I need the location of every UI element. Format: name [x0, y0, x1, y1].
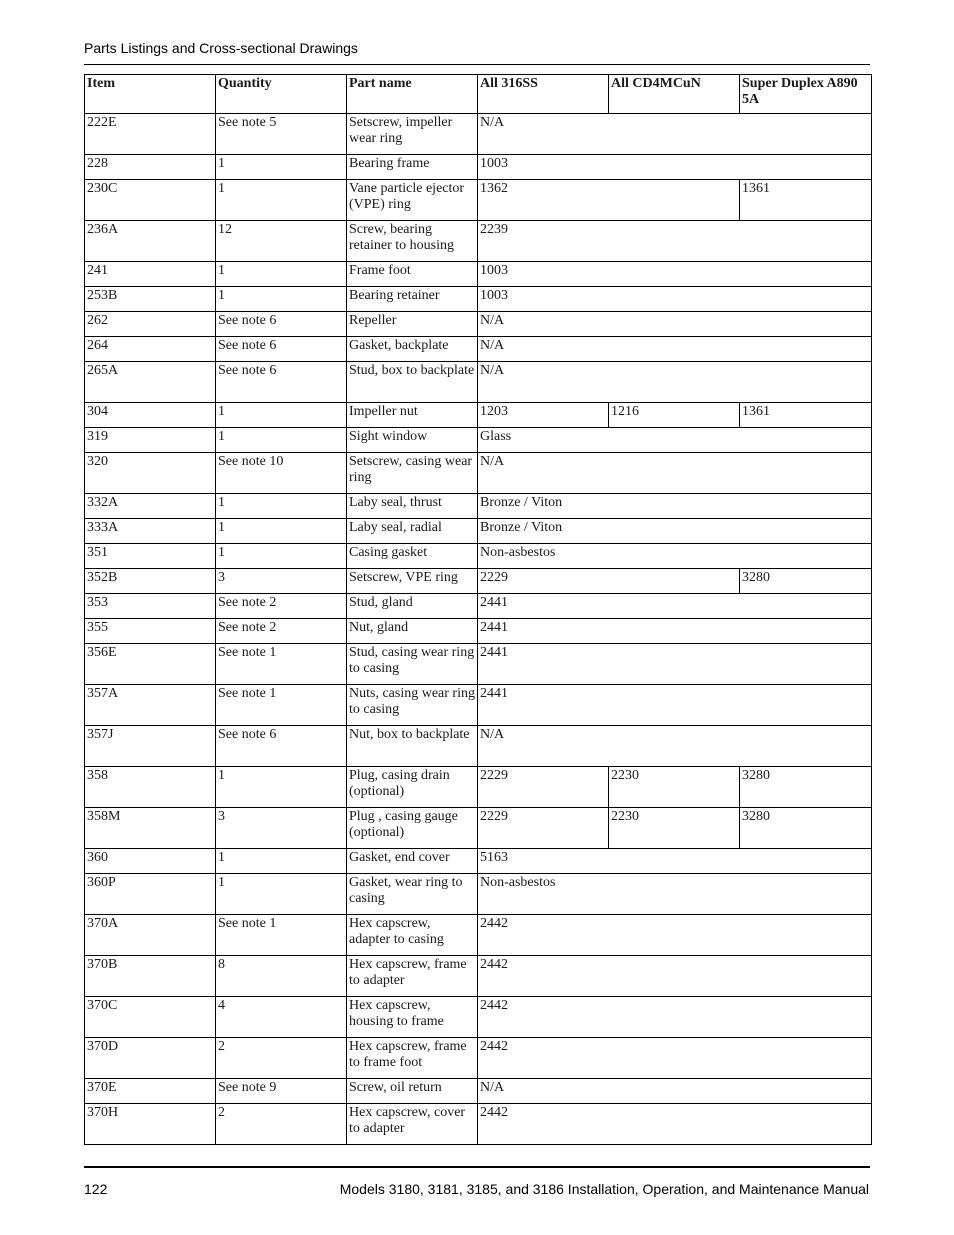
cell-item: 304 [85, 403, 216, 428]
cell-material: 2441 [478, 619, 872, 644]
cell-quantity: 1 [216, 428, 347, 453]
parts-table [84, 74, 872, 1145]
cell-material: 3280 [740, 569, 872, 594]
footer-divider [84, 1166, 870, 1168]
cell-quantity: See note 6 [216, 726, 347, 767]
table-row [85, 312, 872, 337]
cell-item: 320 [85, 453, 216, 494]
cell-quantity: See note 10 [216, 453, 347, 494]
cell-material: 5163 [478, 849, 872, 874]
table-row [85, 569, 872, 594]
cell-quantity: See note 1 [216, 915, 347, 956]
table-row [85, 287, 872, 312]
cell-item: 241 [85, 262, 216, 287]
cell-material: N/A [478, 312, 872, 337]
cell-material: Non-asbestos [478, 544, 872, 569]
cell-part-name: Stud, casing wear ring to casing [347, 644, 478, 685]
cell-quantity: 1 [216, 155, 347, 180]
cell-part-name: Setscrew, VPE ring [347, 569, 478, 594]
cell-part-name: Frame foot [347, 262, 478, 287]
cell-part-name: Gasket, backplate [347, 337, 478, 362]
cell-quantity: 8 [216, 956, 347, 997]
cell-part-name: Nut, box to backplate [347, 726, 478, 767]
table-row [85, 997, 872, 1038]
cell-item: 360P [85, 874, 216, 915]
cell-part-name: Nut, gland [347, 619, 478, 644]
table-row [85, 1079, 872, 1104]
cell-material: 1361 [740, 403, 872, 428]
cell-material: N/A [478, 1079, 872, 1104]
header-divider [84, 64, 870, 65]
section-title: Parts Listings and Cross-sectional Drawings [84, 40, 358, 56]
cell-part-name: Impeller nut [347, 403, 478, 428]
cell-item: 253B [85, 287, 216, 312]
manual-title: Models 3180, 3181, 3185, and 3186 Installation, Operation, and Maintenance Manual [339, 1181, 869, 1197]
cell-part-name: Plug, casing drain (optional) [347, 767, 478, 808]
cell-part-name: Laby seal, thrust [347, 494, 478, 519]
cell-item: 351 [85, 544, 216, 569]
cell-part-name: Hex capscrew, frame to frame foot [347, 1038, 478, 1079]
cell-part-name: Stud, gland [347, 594, 478, 619]
parts-table-body [85, 114, 872, 1145]
cell-item: 352B [85, 569, 216, 594]
cell-material: 2441 [478, 594, 872, 619]
table-row [85, 180, 872, 221]
cell-material: 1216 [609, 403, 740, 428]
cell-part-name: Gasket, wear ring to casing [347, 874, 478, 915]
table-row [85, 519, 872, 544]
cell-item: 230C [85, 180, 216, 221]
table-row [85, 808, 872, 849]
cell-quantity: 1 [216, 403, 347, 428]
cell-item: 332A [85, 494, 216, 519]
cell-item: 360 [85, 849, 216, 874]
cell-quantity: 1 [216, 494, 347, 519]
cell-material: 1203 [478, 403, 609, 428]
cell-material: 2442 [478, 997, 872, 1038]
cell-part-name: Hex capscrew, adapter to casing [347, 915, 478, 956]
cell-quantity: See note 6 [216, 362, 347, 403]
cell-item: 357A [85, 685, 216, 726]
cell-quantity: 4 [216, 997, 347, 1038]
cell-quantity: 2 [216, 1104, 347, 1145]
table-row [85, 544, 872, 569]
cell-part-name: Laby seal, radial [347, 519, 478, 544]
cell-quantity: 2 [216, 1038, 347, 1079]
cell-quantity: 1 [216, 849, 347, 874]
cell-quantity: 3 [216, 569, 347, 594]
table-row [85, 1038, 872, 1079]
table-row [85, 453, 872, 494]
cell-part-name: Vane particle ejector (VPE) ring [347, 180, 478, 221]
table-row [85, 956, 872, 997]
table-row [85, 1104, 872, 1145]
cell-item: 262 [85, 312, 216, 337]
table-row [85, 114, 872, 155]
cell-quantity: 1 [216, 544, 347, 569]
cell-part-name: Stud, box to backplate [347, 362, 478, 403]
cell-material: 2441 [478, 644, 872, 685]
table-row [85, 362, 872, 403]
cell-item: 319 [85, 428, 216, 453]
cell-material: Non-asbestos [478, 874, 872, 915]
cell-material: Bronze / Viton [478, 494, 872, 519]
cell-quantity: 1 [216, 180, 347, 221]
column-header-quantity: Quantity [216, 75, 347, 114]
column-header-super-duplex: Super Duplex A890 5A [740, 75, 872, 114]
table-row [85, 767, 872, 808]
cell-material: 1003 [478, 155, 872, 180]
table-row [85, 262, 872, 287]
cell-quantity: See note 6 [216, 312, 347, 337]
column-header-all-316ss: All 316SS [478, 75, 609, 114]
cell-quantity: 1 [216, 262, 347, 287]
cell-quantity: See note 1 [216, 644, 347, 685]
cell-quantity: See note 5 [216, 114, 347, 155]
table-row [85, 221, 872, 262]
table-row [85, 726, 872, 767]
cell-item: 370A [85, 915, 216, 956]
table-row [85, 685, 872, 726]
cell-material: 1361 [740, 180, 872, 221]
cell-material: 1003 [478, 262, 872, 287]
table-row [85, 644, 872, 685]
table-row [85, 594, 872, 619]
cell-material: 2229 [478, 767, 609, 808]
cell-part-name: Screw, oil return [347, 1079, 478, 1104]
cell-item: 355 [85, 619, 216, 644]
cell-item: 370B [85, 956, 216, 997]
table-row [85, 337, 872, 362]
cell-part-name: Repeller [347, 312, 478, 337]
cell-quantity: 1 [216, 874, 347, 915]
cell-material: 1003 [478, 287, 872, 312]
cell-material: 2442 [478, 1104, 872, 1145]
cell-material: 2230 [609, 767, 740, 808]
cell-material: 2229 [478, 569, 740, 594]
cell-item: 353 [85, 594, 216, 619]
cell-part-name: Nuts, casing wear ring to casing [347, 685, 478, 726]
cell-quantity: See note 1 [216, 685, 347, 726]
cell-quantity: See note 2 [216, 594, 347, 619]
cell-quantity: 12 [216, 221, 347, 262]
cell-item: 236A [85, 221, 216, 262]
cell-quantity: 1 [216, 767, 347, 808]
cell-material: 3280 [740, 767, 872, 808]
table-row [85, 403, 872, 428]
table-row [85, 874, 872, 915]
cell-part-name: Bearing frame [347, 155, 478, 180]
cell-item: 358 [85, 767, 216, 808]
cell-item: 228 [85, 155, 216, 180]
cell-part-name: Hex capscrew, frame to adapter [347, 956, 478, 997]
cell-item: 264 [85, 337, 216, 362]
cell-item: 265A [85, 362, 216, 403]
cell-part-name: Sight window [347, 428, 478, 453]
cell-part-name: Setscrew, impeller wear ring [347, 114, 478, 155]
cell-material: 2239 [478, 221, 872, 262]
column-header-part-name: Part name [347, 75, 478, 114]
cell-part-name: Plug , casing gauge (optional) [347, 808, 478, 849]
cell-part-name: Hex capscrew, cover to adapter [347, 1104, 478, 1145]
cell-material: 3280 [740, 808, 872, 849]
cell-quantity: See note 9 [216, 1079, 347, 1104]
cell-material: 2442 [478, 956, 872, 997]
cell-item: 357J [85, 726, 216, 767]
cell-material: N/A [478, 726, 872, 767]
cell-quantity: 1 [216, 287, 347, 312]
table-header-row [85, 75, 872, 114]
cell-item: 370D [85, 1038, 216, 1079]
cell-material: 2442 [478, 1038, 872, 1079]
column-header-all-cd4mcun: All CD4MCuN [609, 75, 740, 114]
cell-quantity: See note 6 [216, 337, 347, 362]
cell-item: 370E [85, 1079, 216, 1104]
table-row [85, 428, 872, 453]
cell-quantity: 3 [216, 808, 347, 849]
page-number: 122 [84, 1181, 108, 1197]
table-row [85, 155, 872, 180]
table-row [85, 915, 872, 956]
cell-part-name: Casing gasket [347, 544, 478, 569]
cell-material: 1362 [478, 180, 740, 221]
cell-material: N/A [478, 337, 872, 362]
cell-material: 2229 [478, 808, 609, 849]
cell-material: 2441 [478, 685, 872, 726]
table-row [85, 849, 872, 874]
cell-item: 370C [85, 997, 216, 1038]
cell-part-name: Bearing retainer [347, 287, 478, 312]
cell-part-name: Screw, bearing retainer to housing [347, 221, 478, 262]
cell-quantity: See note 2 [216, 619, 347, 644]
table-row [85, 494, 872, 519]
cell-part-name: Hex capscrew, housing to frame [347, 997, 478, 1038]
cell-material: N/A [478, 362, 872, 403]
cell-material: Glass [478, 428, 872, 453]
cell-quantity: 1 [216, 519, 347, 544]
column-header-item: Item [85, 75, 216, 114]
cell-material: N/A [478, 453, 872, 494]
cell-material: Bronze / Viton [478, 519, 872, 544]
cell-item: 356E [85, 644, 216, 685]
table-row [85, 619, 872, 644]
cell-part-name: Setscrew, casing wear ring [347, 453, 478, 494]
cell-item: 222E [85, 114, 216, 155]
cell-item: 333A [85, 519, 216, 544]
cell-item: 358M [85, 808, 216, 849]
cell-material: N/A [478, 114, 872, 155]
cell-material: 2230 [609, 808, 740, 849]
cell-item: 370H [85, 1104, 216, 1145]
cell-material: 2442 [478, 915, 872, 956]
cell-part-name: Gasket, end cover [347, 849, 478, 874]
